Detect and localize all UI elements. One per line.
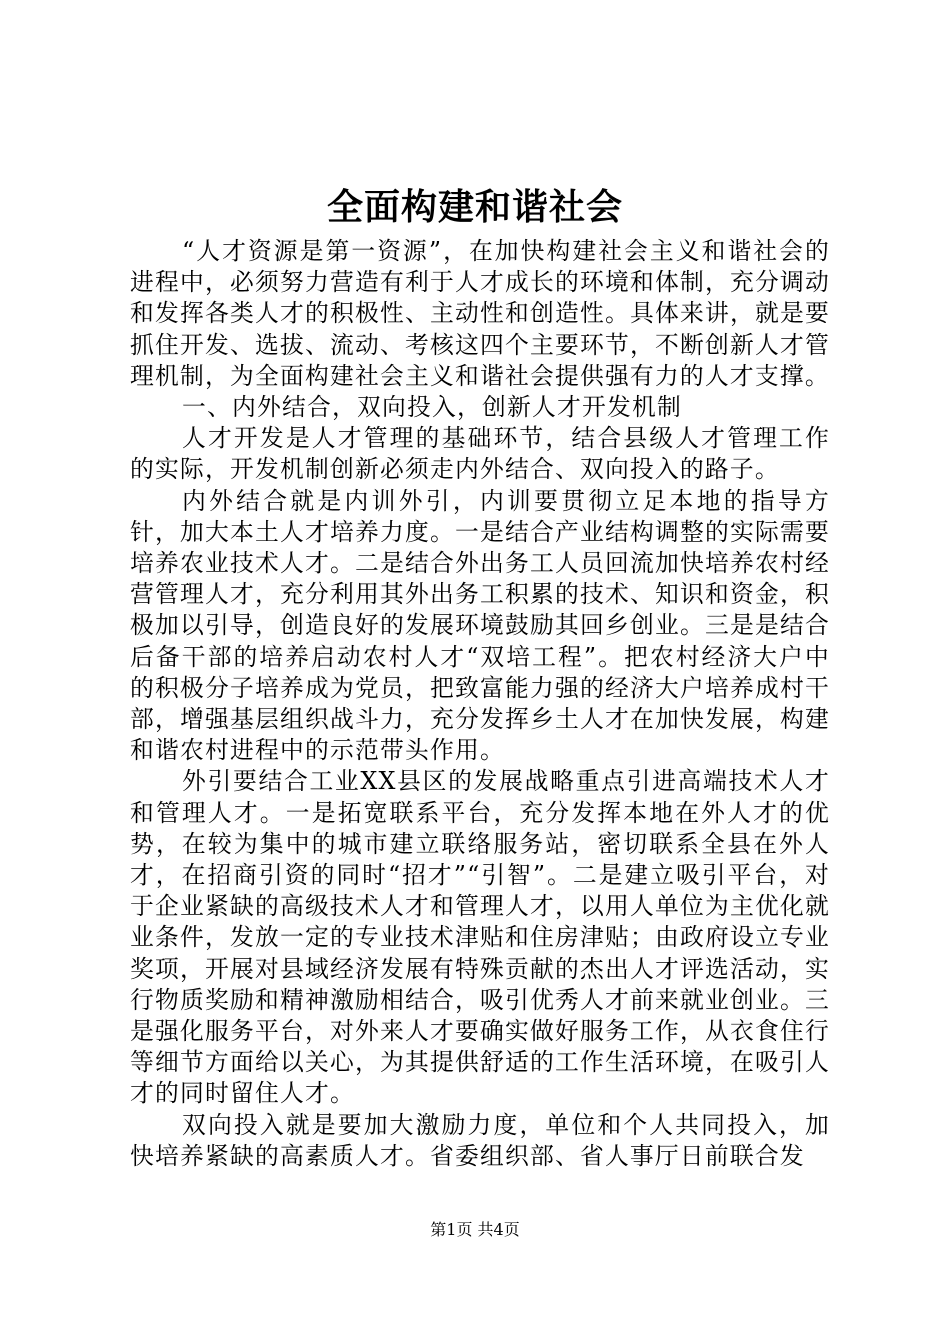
paragraph: 人才开发是人才管理的基础环节，结合县级人才管理工作的实际，开发机制创新必须走内外结合、双向投入的路子。: [130, 424, 830, 484]
page-number-footer: 第1页 共4页: [430, 1220, 520, 1239]
paragraph: 外引要结合工业XX县区的发展战略重点引进高端技术人才和管理人才。一是拓宽联系平台，充分发挥本地在外人才的优势，在较为集中的城市建立联络服务站，密切联系全县在外人才，在招商引资的同时“招才”“引智”。二是建立吸引平台，对于企业紧缺的高级技术人才和管理人才，以用人单位为主优化就业条件，发放一定的专业技术津贴和住房津贴；由政府设立专业奖项，开展对县域经济发展有特殊贡献的杰出人才评选活动，实行物质奖励和精神激励相结合，吸引优秀人才前来就业创业。三是强化服务平台，对外来人才要确实做好服务工作，从衣食住行等细节方面给以关心，为其提供舒适的工作生活环境，在吸引人才的同时留住人才。: [130, 767, 830, 1108]
document-body: [130, 236, 830, 1172]
document-title: 全面构建和谐社会: [326, 187, 623, 228]
paragraph: 双向投入就是要加大激励力度，单位和个人共同投入，加快培养紧缺的高素质人才。省委组织部、省人事厅日前联合发: [130, 1110, 830, 1170]
paragraph-intro: “人才资源是第一资源”，在加快构建社会主义和谐社会的进程中，必须努力营造有利于人才成长的环境和体制，充分调动和发挥各类人才的积极性、主动性和创造性。具体来讲，就是要抓住开发、选拔、流动、考核这四个主要环节，不断创新人才管理机制，为全面构建社会主义和谐社会提供强有力的人才支撑。: [130, 237, 830, 390]
paragraph: 内外结合就是内训外引，内训要贯彻立足本地的指导方针，加大本土人才培养力度。一是结合产业结构调整的实际需要培养农业技术人才。二是结合外出务工人员回流加快培养农村经营管理人才，充分利用其外出务工积累的技术、知识和资金，积极加以引导，创造良好的发展环境鼓励其回乡创业。三是是结合后备干部的培养启动农村人才“双培工程”。把农村经济大户中的积极分子培养成为党员，把致富能力强的经济大户培养成村干部，增强基层组织战斗力，充分发挥乡土人才在加快发展，构建和谐农村进程中的示范带头作用。: [130, 486, 830, 765]
section-heading-1: 一、内外结合，双向投入，创新人才开发机制: [182, 393, 682, 422]
